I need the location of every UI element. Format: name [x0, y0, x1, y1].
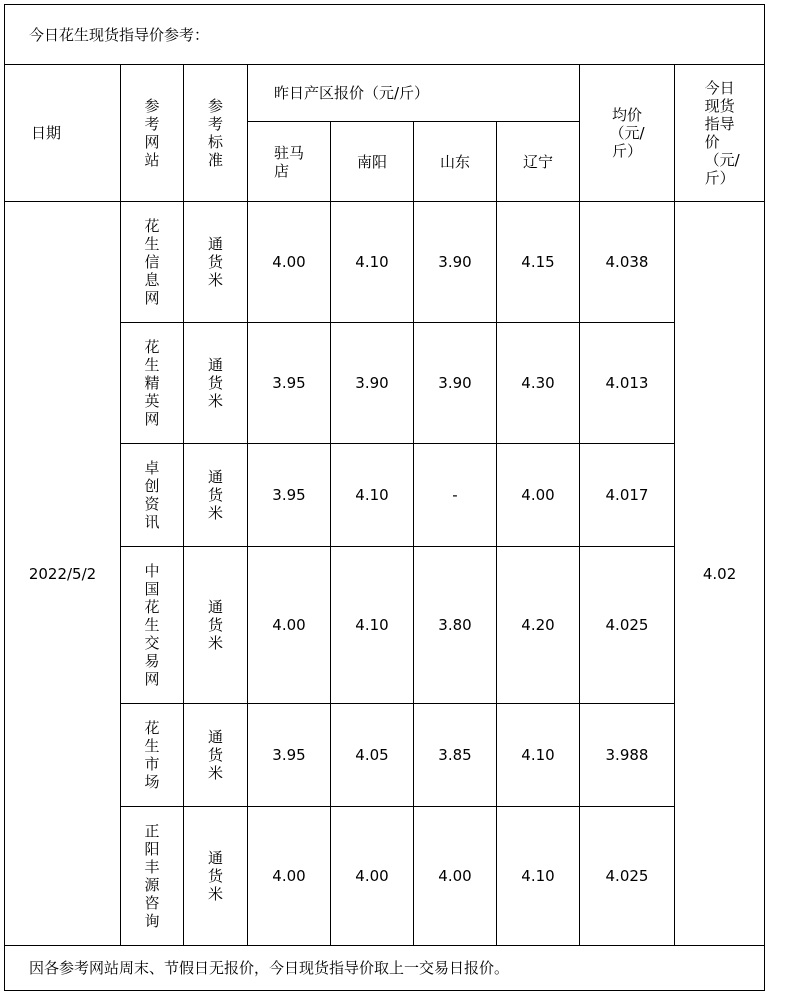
site-cell	[121, 704, 184, 807]
price-avg: 4.025	[580, 547, 675, 704]
price-nanyang: 3.90	[331, 323, 414, 444]
price-zhumadian: 4.00	[248, 547, 331, 704]
site-cell	[121, 547, 184, 704]
price-zhumadian: 3.95	[248, 444, 331, 547]
site-name: 花生信息网	[144, 217, 160, 307]
price-nanyang: 4.10	[331, 444, 414, 547]
site-name: 花生市场	[144, 719, 160, 791]
price-zhumadian: 4.00	[248, 807, 331, 946]
table-footnote: 因各参考网站周末、节假日无报价，今日现货指导价取上一交易日报价。	[5, 946, 765, 991]
price-nanyang: 4.05	[331, 704, 414, 807]
header-region-shandong: 山东	[414, 122, 497, 202]
site-name: 中国花生交易网	[144, 562, 160, 688]
price-zhumadian: 3.95	[248, 704, 331, 807]
standard-name: 通货米	[208, 598, 224, 652]
header-standard	[184, 65, 248, 202]
header-region-nanyang: 南阳	[331, 122, 414, 202]
price-table	[4, 4, 765, 991]
header-site-text: 参考网站	[144, 97, 160, 169]
standard-name: 通货米	[208, 728, 224, 782]
site-name: 正阳丰源咨询	[144, 822, 160, 930]
standard-name: 通货米	[208, 849, 224, 903]
date-cell: 2022/5/2	[5, 202, 121, 946]
price-avg: 3.988	[580, 704, 675, 807]
header-guide-text: 今日现货指导价（元/斤）	[704, 79, 740, 187]
price-avg: 4.038	[580, 202, 675, 323]
price-shandong: -	[414, 444, 497, 547]
guide-price-cell: 4.02	[675, 202, 765, 946]
header-avg-text: 均价（元/斤）	[609, 106, 645, 160]
header-region-zhumadian	[248, 122, 331, 202]
header-standard-text: 参考标准	[208, 97, 224, 169]
price-shandong: 3.90	[414, 323, 497, 444]
header-date: 日期	[5, 65, 121, 202]
standard-cell	[184, 704, 248, 807]
price-liaoning: 4.10	[497, 807, 580, 946]
standard-name: 通货米	[208, 235, 224, 289]
price-avg: 4.025	[580, 807, 675, 946]
site-cell	[121, 202, 184, 323]
site-cell	[121, 323, 184, 444]
standard-cell	[184, 444, 248, 547]
price-liaoning: 4.20	[497, 547, 580, 704]
standard-name: 通货米	[208, 356, 224, 410]
header-region-zhumadian-text: 驻马店	[274, 143, 305, 180]
price-liaoning: 4.15	[497, 202, 580, 323]
site-name: 花生精英网	[144, 338, 160, 428]
header-site	[121, 65, 184, 202]
price-liaoning: 4.10	[497, 704, 580, 807]
price-liaoning: 4.00	[497, 444, 580, 547]
standard-cell	[184, 323, 248, 444]
table-row	[5, 202, 765, 323]
header-avg	[580, 65, 675, 202]
site-cell	[121, 807, 184, 946]
price-nanyang: 4.10	[331, 547, 414, 704]
price-nanyang: 4.10	[331, 202, 414, 323]
price-nanyang: 4.00	[331, 807, 414, 946]
price-zhumadian: 3.95	[248, 323, 331, 444]
header-guide	[675, 65, 765, 202]
standard-cell	[184, 547, 248, 704]
site-cell	[121, 444, 184, 547]
price-shandong: 3.80	[414, 547, 497, 704]
standard-cell	[184, 807, 248, 946]
price-avg: 4.013	[580, 323, 675, 444]
price-shandong: 4.00	[414, 807, 497, 946]
table-caption: 今日花生现货指导价参考：	[5, 5, 765, 65]
price-zhumadian: 4.00	[248, 202, 331, 323]
price-avg: 4.017	[580, 444, 675, 547]
price-shandong: 3.90	[414, 202, 497, 323]
price-shandong: 3.85	[414, 704, 497, 807]
price-liaoning: 4.30	[497, 323, 580, 444]
standard-cell	[184, 202, 248, 323]
header-region-liaoning: 辽宁	[497, 122, 580, 202]
site-name: 卓创资讯	[144, 459, 160, 531]
header-yesterday-group: 昨日产区报价（元/斤）	[248, 65, 580, 122]
standard-name: 通货米	[208, 468, 224, 522]
